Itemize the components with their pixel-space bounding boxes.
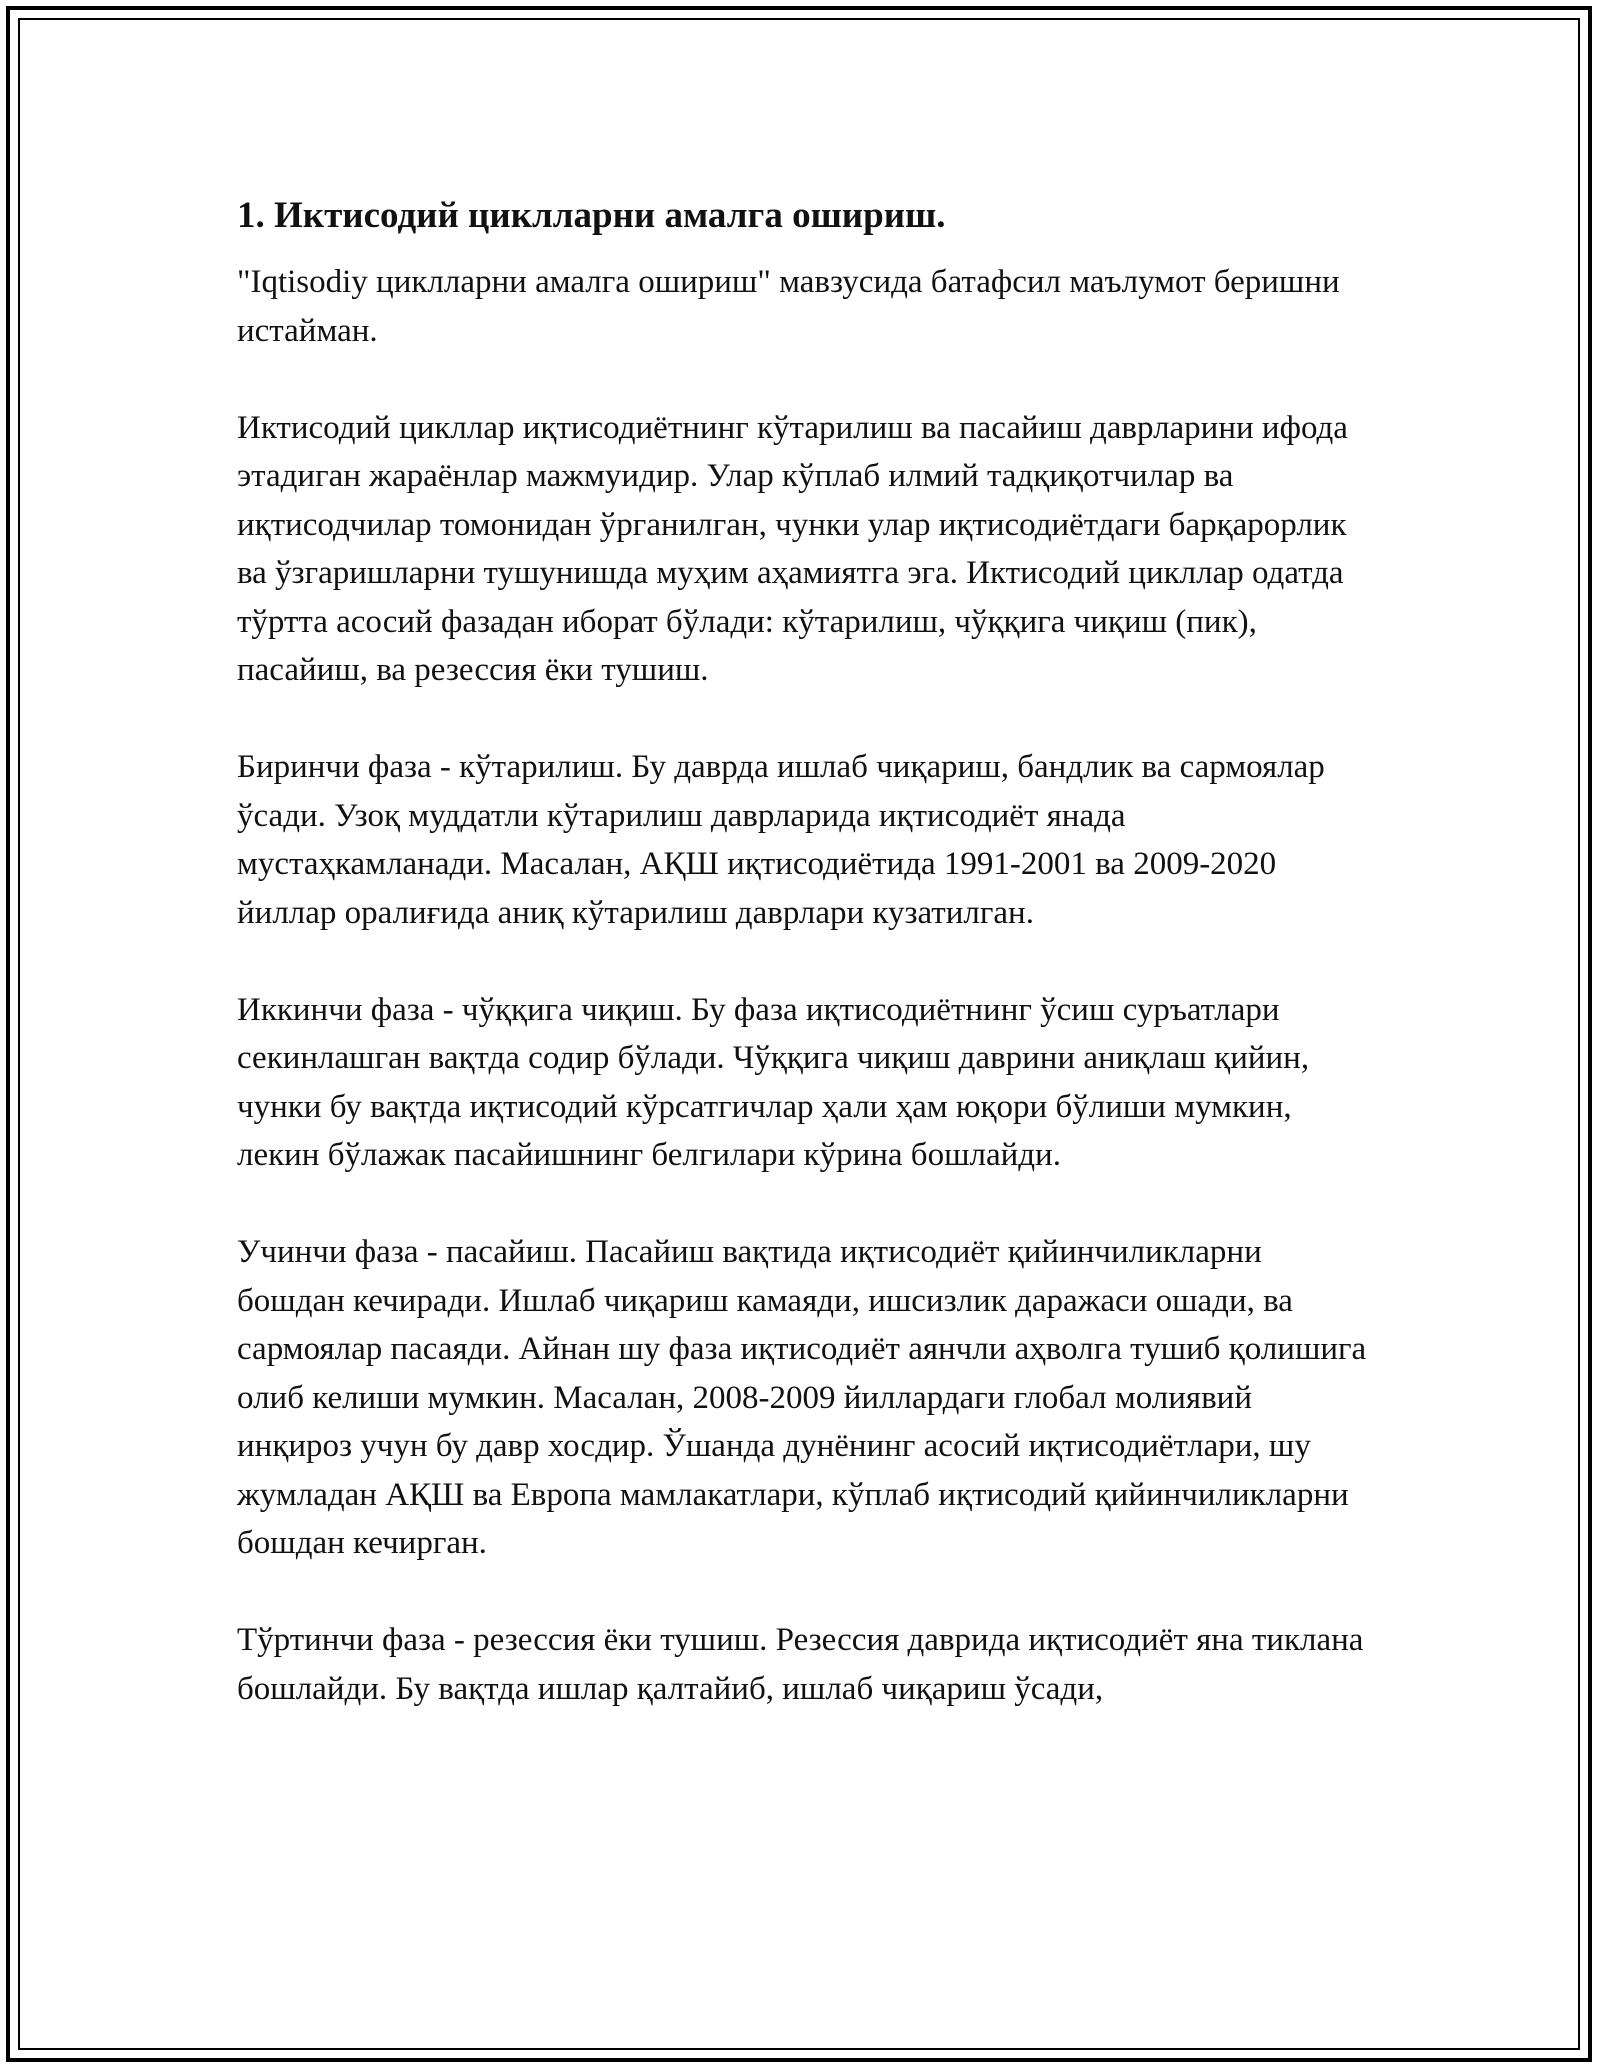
paragraph-phase-2: Иккинчи фаза - чўққига чиқиш. Бу фаза иқтисодиётнинг ўсиш суръатлари секинлашган вақтда содир бўлади. Чўққига чиқиш даврини аниқлаш қийин, чунки бу вақтда иқтисодий кўрсатгичлар ҳали ҳам юқори бўлиши мумкин, лекин бўлажак пасайишнинг белгилари кўрина бошлайди. <box>237 991 1310 1173</box>
paragraph-phase-3: Учинчи фаза - пасайиш. Пасайиш вақтида иқтисодиёт қийинчиликларни бошдан кечиради. Ишлаб чиқариш камаяди, ишсизлик даражаси ошади, ва сармоялар пасаяди. Айнан шу фаза иқтисодиёт аянчли аҳволга тушиб қолишига олиб келиши мумкин. Масалан, 2008-2009 йиллардаги глобал молиявий инқироз учун бу давр хосдир. Ўшанда дунёнинг асосий иқтисодиётлари, шу жумладан АҚШ ва Европа мамлакатлари, кўплаб иқтисодий қийинчиликларни бошдан кечирган. <box>237 1234 1367 1561</box>
document-body <box>237 188 1367 1762</box>
paragraph-intro: "Iqtisodiy циклларни амалга ошириш" мавзусида батафсил маълумот беришни истайман. <box>237 264 1340 349</box>
paragraph-phase-4: Тўртинчи фаза - резессия ёки тушиш. Резессия даврида иқтисодиёт яна тиклана бошлайди. Бу вақтда ишлар қалтайиб, ишлаб чиқариш ўсади, <box>237 1622 1364 1707</box>
paragraph-overview: Иктисодий цикллар иқтисодиётнинг кўтарилиш ва пасайиш даврларини ифода этадиган жараёнлар мажмуидир. Улар кўплаб илмий тадқиқотчилар ва иқтисодчилар томонидан ўрганилган, чунки улар иқтисодиётдаги барқарорлик ва ўзгаришларни тушунишда муҳим аҳамиятга эга. Иктисодий цикллар одатда тўртта асосий фазадан иборат бўлади: кўтарилиш, чўққига чиқиш (пик), пасайиш, ва резессия ёки тушиш. <box>237 409 1348 688</box>
paragraph-phase-1: Биринчи фаза - кўтарилиш. Бу даврда ишлаб чиқариш, бандлик ва сармоялар ўсади. Узоқ муддатли кўтарилиш даврларида иқтисодиёт янада мустаҳкамланади. Масалан, АҚШ иқтисодиётида 1991-2001 ва 2009-2020 йиллар оралиғида аниқ кўтарилиш даврлари кузатилган. <box>237 749 1325 931</box>
section-heading: 1. Иктисодий циклларни амалга ошириш. <box>237 195 946 236</box>
